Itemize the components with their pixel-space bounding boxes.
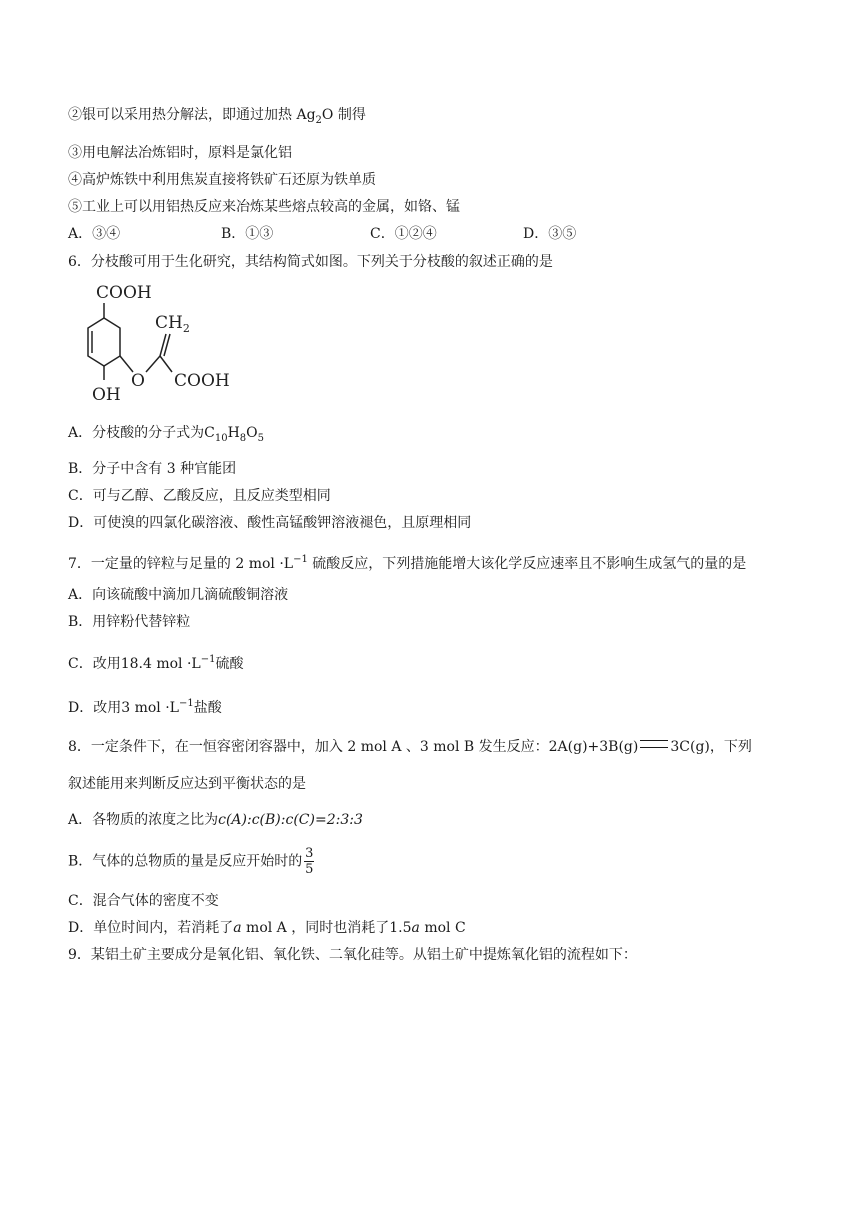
q7-option-d-text: D．改用3 mol ·L xyxy=(68,700,179,716)
q7-stem-sup: −1 xyxy=(293,554,308,565)
q8-option-a-text: A．各物质的浓度之比为 xyxy=(68,812,219,828)
structure-ether-o: O xyxy=(131,371,145,391)
q7-option-a: A．向该硫酸中滴加几滴硫酸铜溶液 xyxy=(68,587,289,603)
q7-stem-tail: 硫酸反应，下列措施能增大该化学反应速率且不影响生成氢气的量的是 xyxy=(307,556,747,572)
structure-cooh-top: COOH xyxy=(96,283,152,303)
structure-bond xyxy=(160,356,172,372)
equilibrium-arrow-icon xyxy=(640,740,668,748)
formula-h: H xyxy=(227,425,240,441)
fraction xyxy=(304,846,314,877)
structure-ch2-label: CH xyxy=(155,313,183,333)
q7-option-c xyxy=(68,650,243,674)
q8-option-d-mid: mol A ，同时也消耗了1.5 xyxy=(241,920,412,936)
q6-option-a xyxy=(68,423,264,449)
q6-option-a-text: A．分枝酸的分子式为 xyxy=(68,425,205,441)
q6-option-c: C．可与乙醇、乙酸反应，且反应类型相同 xyxy=(68,488,331,504)
structure-oh: OH xyxy=(92,385,121,405)
q8-stem-line-1 xyxy=(68,737,752,757)
q9-stem: 9．某铝土矿主要成分是氧化铝、氧化铁、二氧化硅等。从铝土矿中提炼氧化铝的流程如下： xyxy=(68,947,637,963)
branched-acid-structure-diagram xyxy=(68,276,258,406)
q7-stem xyxy=(68,550,746,574)
q5-options xyxy=(68,224,576,244)
q8-option-d xyxy=(68,918,466,938)
q5-item-2-formula-sub: 2 xyxy=(315,115,322,126)
q8-option-b-text: B．气体的总物质的量是反应开始时的 xyxy=(68,853,303,870)
q5-option-a: A．③④ xyxy=(68,226,121,242)
q7-option-c-text: C．改用18.4 mol ·L xyxy=(68,656,201,672)
q7-option-c-tail: 硫酸 xyxy=(215,656,244,672)
q7-option-b: B．用锌粉代替锌粒 xyxy=(68,614,191,630)
formula-c: C xyxy=(204,425,215,441)
q5-item-5: ⑤工业上可以用铝热反应来冶炼某些熔点较高的金属，如铬、锰 xyxy=(68,199,460,215)
q8-stem-line-2: 叙述能用来判断反应达到平衡状态的是 xyxy=(68,776,306,792)
formula-h-sub: 8 xyxy=(239,433,247,444)
q7-option-d-tail: 盐酸 xyxy=(193,700,222,716)
q5-item-2-text: ②银可以采用热分解法，即通过加热 xyxy=(68,107,292,123)
q7-option-c-sup: −1 xyxy=(200,654,216,665)
q8-option-d-tail: mol C xyxy=(419,920,466,936)
structure-cooh-right: COOH xyxy=(174,371,230,391)
formula-c-sub: 10 xyxy=(214,433,228,444)
q6-option-b: B．分子中含有 3 种官能团 xyxy=(68,461,237,477)
q5-item-3: ③用电解法冶炼铝时，原料是氯化铝 xyxy=(68,145,292,161)
q5-option-c: C．①②④ xyxy=(370,226,437,242)
q6-option-d: D．可使溴的四氯化碳溶液、酸性高锰酸钾溶液褪色，且原理相同 xyxy=(68,515,472,531)
q5-option-d: D．③⑤ xyxy=(523,226,577,242)
formula-o-sub: 5 xyxy=(257,433,265,444)
q6-stem: 6．分枝酸可用于生化研究，其结构简式如图。下列关于分枝酸的叙述正确的是 xyxy=(68,254,553,270)
q8-option-a xyxy=(68,810,363,830)
q5-item-2 xyxy=(68,105,366,131)
formula-o: O xyxy=(246,425,258,441)
q8-option-d-var-a-2: a xyxy=(411,920,420,936)
q5-option-b: B．①③ xyxy=(221,226,274,242)
q7-option-d xyxy=(68,694,222,718)
fraction-numerator: 3 xyxy=(305,846,314,861)
structure-ch2-sub: 2 xyxy=(182,322,190,335)
q8-option-b xyxy=(68,846,314,877)
q5-item-2-formula-ag: Ag xyxy=(296,107,316,123)
structure-bond xyxy=(146,356,160,372)
q7-stem-text: 7．一定量的锌粒与足量的 2 mol ·L xyxy=(68,556,294,572)
q8-option-c: C．混合气体的密度不变 xyxy=(68,893,219,909)
q8-stem-text: 8．一定条件下，在一恒容密闭容器中，加入 2 mol A 、3 mol B 发生反应：2A(g)+3B(g) xyxy=(68,739,639,755)
q5-item-4: ④高炉炼铁中利用焦炭直接将铁矿石还原为铁单质 xyxy=(68,172,376,188)
q5-item-2-tail: 制得 xyxy=(337,107,366,123)
structure-bond xyxy=(120,356,133,372)
q8-option-d-var-a: a xyxy=(233,920,242,936)
fraction-denominator: 5 xyxy=(305,862,314,877)
q8-option-d-text: D．单位时间内，若消耗了 xyxy=(68,920,234,936)
q8-stem-tail: 3C(g)，下列 xyxy=(670,739,752,755)
q7-option-d-sup: −1 xyxy=(178,698,194,709)
structure-ch2 xyxy=(155,313,190,335)
q8-option-a-expr: c(A):c(B):c(C)=2:3:3 xyxy=(218,812,363,828)
q5-item-2-formula-o: O xyxy=(321,107,334,123)
structure-ring xyxy=(88,318,120,366)
